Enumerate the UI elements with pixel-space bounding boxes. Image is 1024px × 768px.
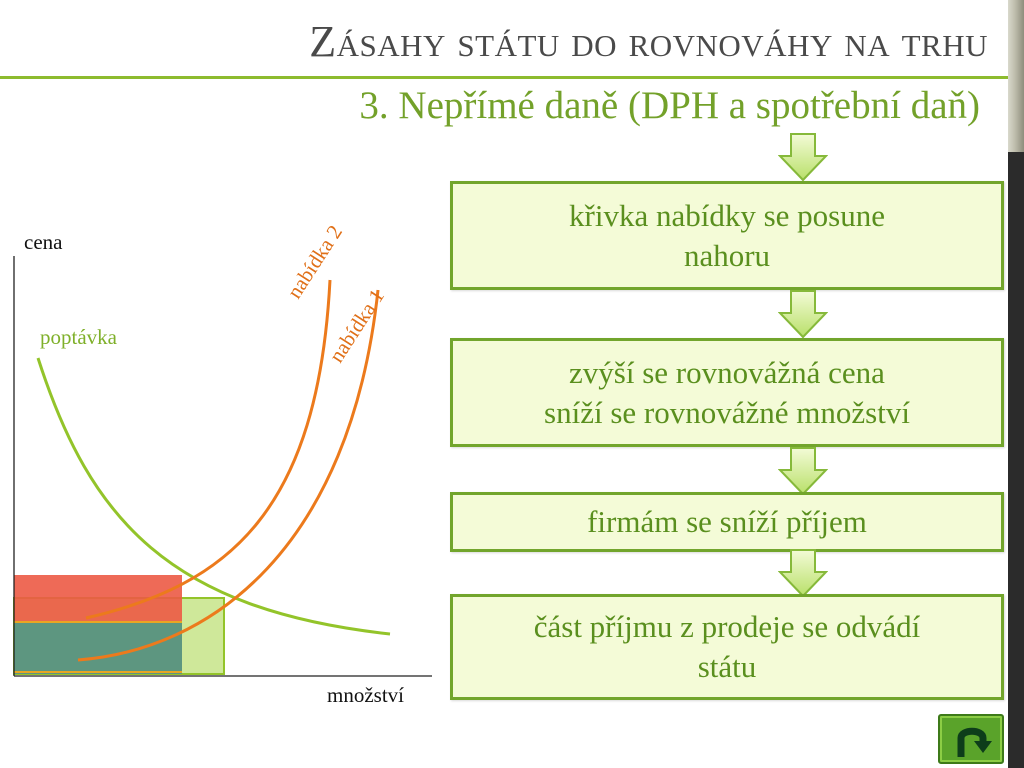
supply-curve-2	[86, 280, 330, 618]
slide-subtitle: 3. Nepřímé daně (DPH a spotřební daň)	[359, 84, 980, 127]
u-turn-return-icon	[953, 723, 993, 759]
decorative-side-bar-dark	[1008, 152, 1024, 768]
flow-box-tax-to-state	[450, 594, 1004, 700]
flow-arrow-down-icon	[778, 289, 828, 339]
flow-box-line: křivka nabídky se posune	[569, 197, 885, 233]
demand-label: poptávka	[40, 325, 117, 349]
chart-svg	[0, 190, 440, 710]
flow-box-supply-shift	[450, 181, 1004, 290]
flow-box-line: část příjmu z prodeje se odvádí	[533, 609, 921, 644]
firm-revenue-area	[14, 622, 182, 674]
supply-1-label: nabídka 1	[324, 284, 389, 367]
flow-box-line: sníží se rovnovážné množství	[544, 394, 910, 430]
title-divider	[0, 76, 1008, 79]
flow-box-revenue-drop	[450, 492, 1004, 552]
flow-arrow-down-icon	[778, 132, 828, 182]
flow-arrow-down-icon	[778, 548, 828, 598]
x-axis-label: množství	[327, 683, 404, 707]
flow-box-line: zvýší se rovnovážná cena	[569, 354, 885, 390]
flow-arrow-down-icon	[778, 446, 828, 496]
flow-box-line: nahoru	[683, 237, 771, 273]
flow-box-equilibrium-change	[450, 338, 1004, 447]
y-axis-label: cena	[24, 230, 63, 254]
flow-box-line: firmám se sníží příjem	[587, 504, 867, 539]
slide-title: Zásahy státu do rovnováhy na trhu	[309, 17, 988, 66]
supply-demand-chart	[0, 190, 440, 710]
return-button[interactable]	[938, 714, 1004, 764]
flow-box-line: státu	[697, 649, 757, 684]
supply-2-label: nabídka 2	[282, 220, 347, 303]
